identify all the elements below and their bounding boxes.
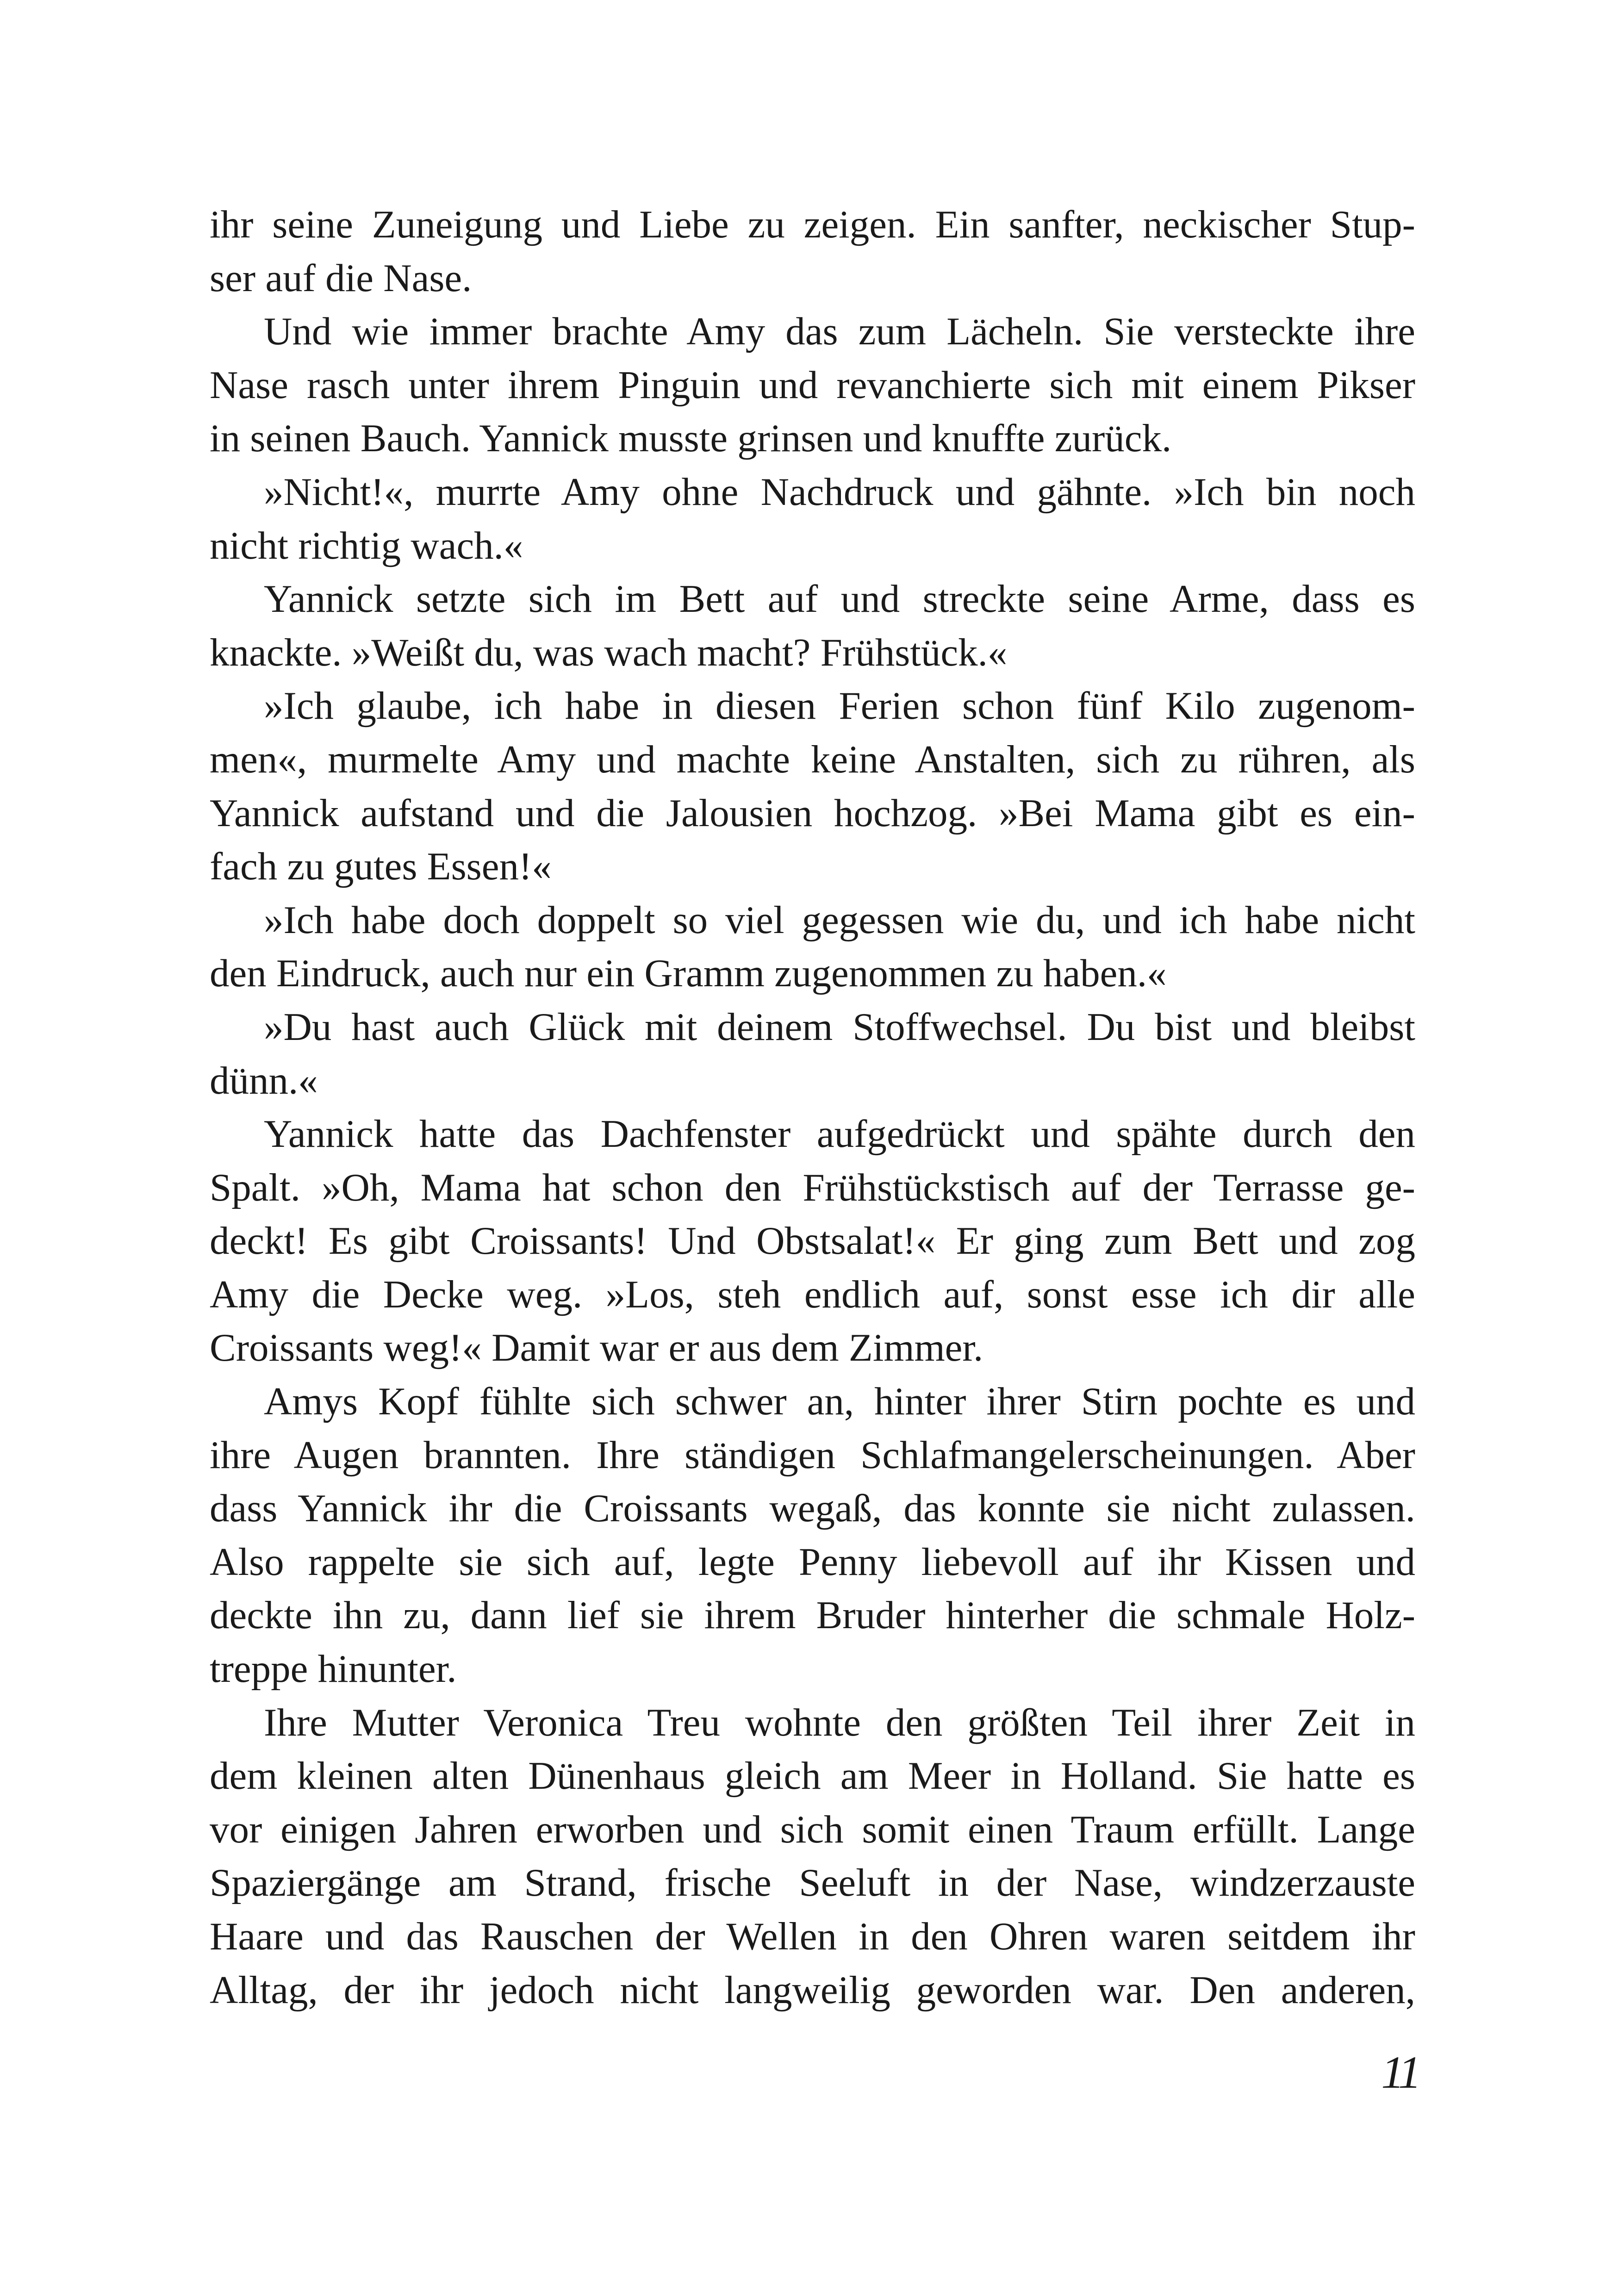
paragraph	[210, 1375, 1415, 1696]
text-line: Und wie immer brachte Amy das zum Lächeln. Sie versteckte ihre	[264, 310, 1415, 354]
paragraph	[210, 466, 1415, 572]
text-line: ser auf die Nase.	[210, 256, 472, 300]
text-line: vor einigen Jahren erworben und sich somit einen Traum erfüllt. Lange	[210, 1807, 1415, 1851]
paragraph	[210, 305, 1415, 466]
paragraph	[210, 198, 1415, 305]
paragraph	[210, 679, 1415, 893]
text-line: Also rappelte sie sich auf, legte Penny liebevoll auf ihr Kissen und	[210, 1540, 1415, 1584]
text-line: Amys Kopf fühlte sich schwer an, hinter ihrer Stirn pochte es und	[264, 1380, 1415, 1424]
text-line: Croissants weg!« Damit war er aus dem Zimmer.	[210, 1326, 983, 1370]
text-line: dass Yannick ihr die Croissants wegaß, das konnte sie nicht zulassen.	[210, 1487, 1415, 1531]
text-line: Yannick setzte sich im Bett auf und streckte seine Arme, dass es	[264, 577, 1415, 621]
text-line: »Nicht!«, murrte Amy ohne Nachdruck und gähnte. »Ich bin noch	[264, 470, 1415, 514]
text-line: ihre Augen brannten. Ihre ständigen Schlafmangelerscheinungen. Aber	[210, 1433, 1415, 1477]
text-line: Amy die Decke weg. »Los, steh endlich auf, sonst esse ich dir alle	[210, 1272, 1415, 1316]
text-line: dem kleinen alten Dünenhaus gleich am Meer in Holland. Sie hatte es	[210, 1754, 1415, 1798]
text-line: Spaziergänge am Strand, frische Seeluft in der Nase, windzerzauste	[210, 1861, 1415, 1905]
text-line: in seinen Bauch. Yannick musste grinsen und knuffte zurück.	[210, 417, 1172, 460]
paragraph	[210, 894, 1415, 1001]
text-line: fach zu gutes Essen!«	[210, 845, 552, 889]
text-line: Nase rasch unter ihrem Pinguin und revanchierte sich mit einem Pikser	[210, 363, 1415, 407]
page-number: 11	[1381, 2047, 1419, 2098]
text-line: Ihre Mutter Veronica Treu wohnte den größten Teil ihrer Zeit in	[264, 1700, 1415, 1744]
paragraph	[210, 572, 1415, 679]
paragraph	[210, 1108, 1415, 1375]
text-line: nicht richtig wach.«	[210, 523, 523, 567]
text-line: »Ich habe doch doppelt so viel gegessen wie du, und ich habe nicht	[264, 898, 1415, 942]
paragraph	[210, 1001, 1415, 1108]
text-line: »Ich glaube, ich habe in diesen Ferien schon fünf Kilo zugenom-	[264, 684, 1415, 728]
text-line: Alltag, der ihr jedoch nicht langweilig geworden war. Den anderen,	[210, 1968, 1415, 2012]
text-line: knackte. »Weißt du, was wach macht? Frühstück.«	[210, 630, 1008, 674]
body-text	[210, 198, 1415, 2017]
text-line: den Eindruck, auch nur ein Gramm zugenommen zu haben.«	[210, 952, 1167, 996]
text-line: Spalt. »Oh, Mama hat schon den Frühstückstisch auf der Terrasse ge-	[210, 1165, 1415, 1209]
text-line: Haare und das Rauschen der Wellen in den Ohren waren seitdem ihr	[210, 1915, 1415, 1958]
paragraph	[210, 1696, 1415, 2017]
text-line: Yannick hatte das Dachfenster aufgedrückt und spähte durch den	[264, 1112, 1415, 1156]
text-line: deckt! Es gibt Croissants! Und Obstsalat!« Er ging zum Bett und zog	[210, 1219, 1415, 1263]
text-line: dünn.«	[210, 1058, 318, 1102]
text-line: treppe hinunter.	[210, 1647, 457, 1691]
text-line: ihr seine Zuneigung und Liebe zu zeigen. Ein sanfter, neckischer Stup-	[210, 203, 1415, 246]
text-line: men«, murmelte Amy und machte keine Anstalten, sich zu rühren, als	[210, 737, 1415, 781]
text-line: Yannick aufstand und die Jalousien hochzog. »Bei Mama gibt es ein-	[210, 791, 1415, 835]
text-line: »Du hast auch Glück mit deinem Stoffwechsel. Du bist und bleibst	[264, 1005, 1415, 1049]
text-line: deckte ihn zu, dann lief sie ihrem Bruder hinterher die schmale Holz-	[210, 1593, 1415, 1637]
